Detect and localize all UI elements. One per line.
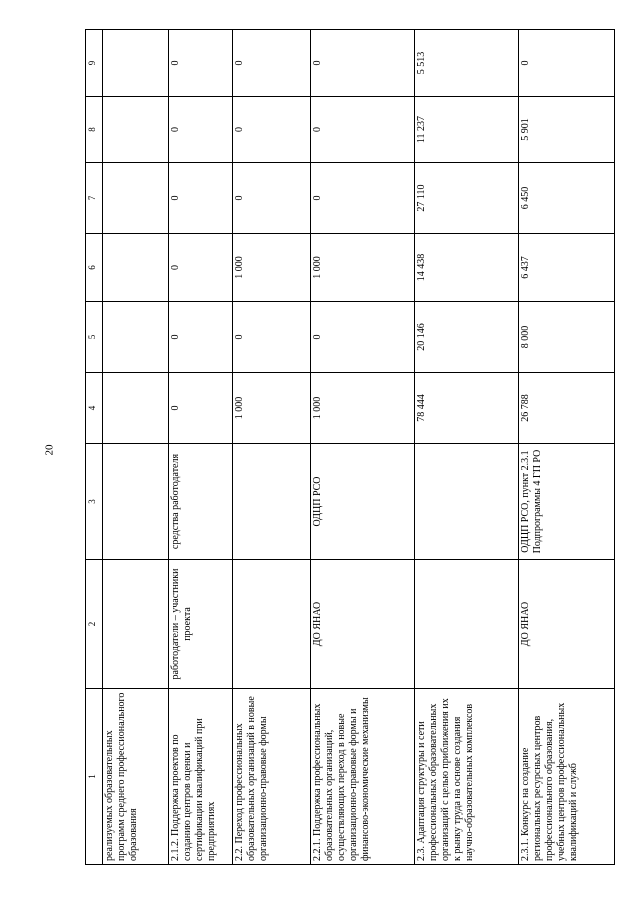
cell-source <box>103 444 169 560</box>
header-row <box>86 30 103 865</box>
cell-value: 78 444 <box>415 373 519 444</box>
cell-source <box>415 444 519 560</box>
cell-value: 0 <box>169 163 233 234</box>
cell-value: 0 <box>169 97 233 163</box>
header-cell: 1 <box>86 689 103 865</box>
cell-value: 1 000 <box>233 234 311 302</box>
cell-value: 0 <box>233 30 311 97</box>
cell-value: 0 <box>311 30 415 97</box>
table-row <box>233 30 311 865</box>
header-cell: 3 <box>86 444 103 560</box>
cell-value: 27 110 <box>415 163 519 234</box>
cell-source: ОДЦП РСО, пункт 2.3.1 Подпрограммы 4 ГП РО <box>519 444 615 560</box>
budget-table <box>85 29 615 865</box>
cell-value: 6 437 <box>519 234 615 302</box>
row-description: 2.2.1. Поддержка профессиональных образовательных организаций, осуществляющих переход в новые организационно-правовые формы и финансово-экономические механизмы <box>311 689 415 865</box>
table-row <box>169 30 233 865</box>
cell-executor: ДО ЯНАО <box>311 560 415 689</box>
rotated-table-wrapper <box>85 30 613 865</box>
header-cell: 7 <box>86 163 103 234</box>
cell-value: 14 438 <box>415 234 519 302</box>
cell-value: 0 <box>233 97 311 163</box>
table-row <box>519 30 615 865</box>
cell-value: 11 237 <box>415 97 519 163</box>
cell-value: 0 <box>311 302 415 373</box>
cell-value: 0 <box>169 302 233 373</box>
cell-executor: работодатели – участники проекта <box>169 560 233 689</box>
cell-value <box>103 97 169 163</box>
table-row <box>415 30 519 865</box>
cell-value: 0 <box>169 234 233 302</box>
cell-value: 5 513 <box>415 30 519 97</box>
cell-value: 1 000 <box>311 373 415 444</box>
cell-value: 0 <box>519 30 615 97</box>
cell-value <box>103 163 169 234</box>
cell-value: 0 <box>233 163 311 234</box>
cell-executor <box>233 560 311 689</box>
cell-value <box>103 30 169 97</box>
cell-executor: ДО ЯНАО <box>519 560 615 689</box>
row-description: 2.2. Переход профессиональных образовательных организаций в новые организационно-правовые формы <box>233 689 311 865</box>
cell-value: 26 788 <box>519 373 615 444</box>
cell-value: 20 146 <box>415 302 519 373</box>
row-description: 2.1.2. Поддержка проектов по созданию центров оценки и сертификации квалификаций при предприятиях <box>169 689 233 865</box>
table-row <box>103 30 169 865</box>
header-cell: 2 <box>86 560 103 689</box>
cell-executor <box>103 560 169 689</box>
cell-value <box>103 234 169 302</box>
cell-value: 5 901 <box>519 97 615 163</box>
header-cell: 5 <box>86 302 103 373</box>
cell-value: 0 <box>311 163 415 234</box>
table-row <box>311 30 415 865</box>
header-cell: 9 <box>86 30 103 97</box>
cell-value <box>103 302 169 373</box>
row-description: реализуемых образовательных программ среднего профессионального образования <box>103 689 169 865</box>
cell-source: средства работодателя <box>169 444 233 560</box>
cell-value: 0 <box>169 30 233 97</box>
cell-value: 1 000 <box>233 373 311 444</box>
header-cell: 6 <box>86 234 103 302</box>
cell-value <box>103 373 169 444</box>
row-description: 2.3.1. Конкурс на создание региональных ресурсных центров профессионального образования, учебных центров профессиональных квалификаций и служб <box>519 689 615 865</box>
cell-value: 1 000 <box>311 234 415 302</box>
cell-executor <box>415 560 519 689</box>
cell-value: 0 <box>233 302 311 373</box>
cell-source: ОДЦП РСО <box>311 444 415 560</box>
page-number: 20 <box>43 444 56 456</box>
cell-value: 8 000 <box>519 302 615 373</box>
cell-value: 0 <box>311 97 415 163</box>
cell-source <box>233 444 311 560</box>
cell-value: 0 <box>169 373 233 444</box>
row-description: 2.3. Адаптация структуры и сети профессиональных образовательных организаций с целью приближения их к рынку труда на основе создания научно-образовательных комплексов <box>415 689 519 865</box>
cell-value: 6 450 <box>519 163 615 234</box>
header-cell: 8 <box>86 97 103 163</box>
header-cell: 4 <box>86 373 103 444</box>
